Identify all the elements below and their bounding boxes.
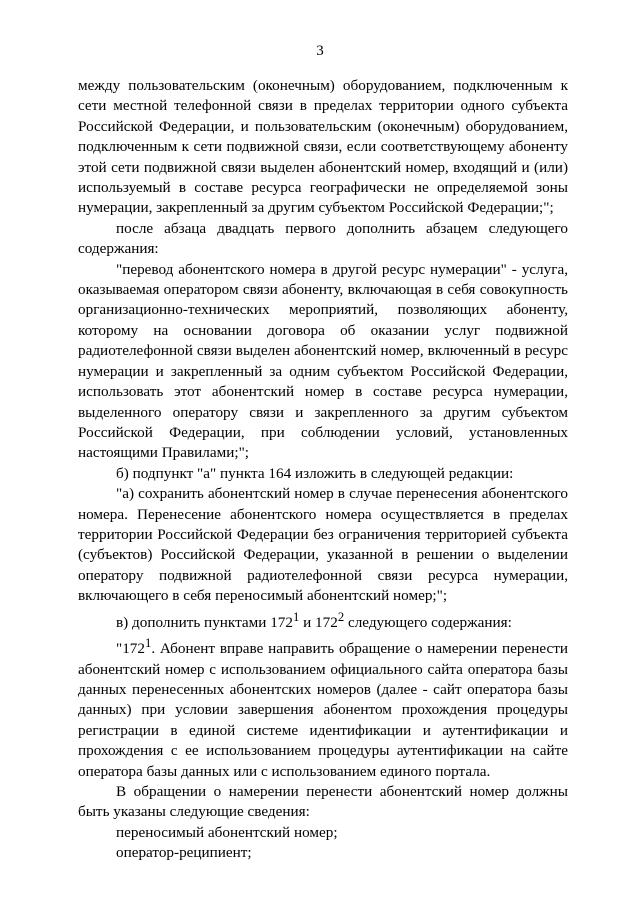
- paragraph-subclause-b: б) подпункт "а" пункта 164 изложить в следующей редакции:: [116, 464, 514, 482]
- text-segment: следующего содержания:: [344, 613, 512, 631]
- superscript: 1: [292, 609, 300, 624]
- text-segment: "172: [116, 640, 145, 658]
- paragraph-item-172-1: [78, 633, 568, 782]
- list-item-ported-number: переносимый абонентский номер;: [116, 823, 338, 841]
- page-number: 3: [316, 43, 324, 59]
- list-item-recipient-operator: оператор-реципиент;: [116, 844, 252, 862]
- paragraph-request-contents: В обращении о намерении перенести абонентский номер должны быть указаны следующие сведения:: [78, 782, 568, 821]
- paragraph-definition: "перевод абонентского номера в другой ресурс нумерации" - услуга, оказываемая оператором связи абоненту, включающая в себя совокупность организационно-технических мероприятий, позволяющих абоненту, которому на основании договора об оказании услуг подвижной радиотелефонной связи выделен абонентский номер, включенный в ресурс нумерации и закрепленный за одним субъектом Российской Федерации, использовать этот абонентский номер в составе ресурса нумерации, выделенного оператору связи и закрепленного за другим субъектом Российской Федерации, при соблюдении условий, установленных настоящими Правилами;";: [78, 260, 568, 462]
- text-segment: и 172: [299, 613, 338, 631]
- document-body: [78, 76, 568, 864]
- text-segment: в) дополнить пунктами 172: [116, 613, 293, 631]
- paragraph-continuation: между пользовательским (оконечным) оборудованием, подключенным к сети местной телефонной связи в пределах территории одного субъекта Российской Федерации, и пользовательским (оконечным) оборудованием, подключенным к сети подвижной связи, если соответствующему абоненту этой сети подвижной связи выделен абонентский номер, входящий и (или) используемый в составе ресурса географически не определяемой зоны нумерации, закрепленный за другим субъектом Российской Федерации;";: [78, 77, 568, 217]
- paragraph-subclause-v: [78, 607, 568, 633]
- paragraph-insert-instruction: после абзаца двадцать первого дополнить абзацем следующего содержания:: [78, 219, 568, 258]
- superscript: 2: [337, 609, 345, 624]
- paragraph-clause-a-text: "а) сохранить абонентский номер в случае перенесения абонентского номера. Перенесение абонентского номера осуществляется в пределах территории Российской Федерации без ограничения территорией субъекта (субъектов) Российской Федерации, указанной в решении о выделении оператору подвижной радиотелефонной связи ресурса нумерации, включающего в себя переносимый абонентский номер;";: [78, 485, 568, 605]
- text-segment: . Абонент вправе направить обращение о намерении перенести абонентский номер с использованием официального сайта оператора базы данных перенесенных абонентских номеров (далее - сайт оператора базы данных) при условии завершения абонентом прохождения процедуры регистрации в единой системе идентификации и аутентификации и прохождения с ее использованием процедуры аутентификации на сайте оператора базы данных или с использованием единого портала.: [78, 640, 568, 780]
- superscript: 1: [144, 636, 152, 651]
